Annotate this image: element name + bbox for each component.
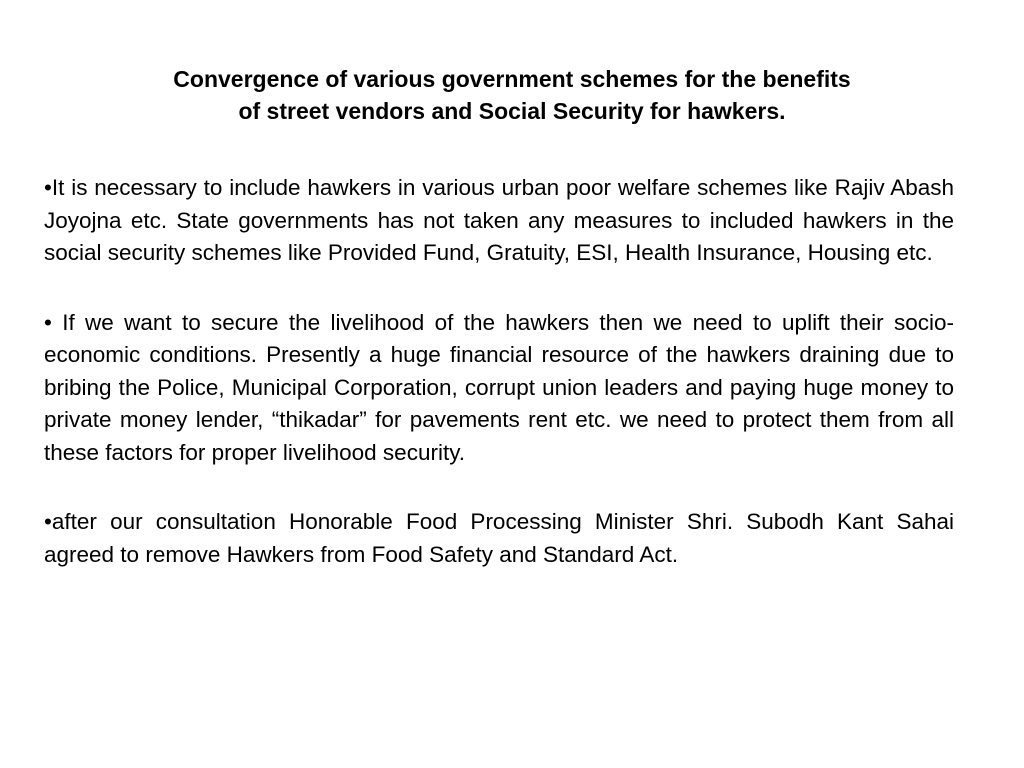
bullet-paragraph-1: •It is necessary to include hawkers in various urban poor welfare schemes like Rajiv Abash Joyojna etc. State governments has not taken any measures to included hawkers in the social security schemes like Provided Fund, Gratuity, ESI, Health Insurance, Housing etc. xyxy=(44,175,954,265)
slide-title xyxy=(40,63,984,127)
slide-body xyxy=(44,172,954,608)
bullet-paragraph-3: •after our consultation Honorable Food Processing Minister Shri. Subodh Kant Sahai agreed to remove Hawkers from Food Safety and Standard Act. xyxy=(44,509,954,567)
title-line-2: of street vendors and Social Security for hawkers. xyxy=(238,98,786,124)
title-line-1: Convergence of various government schemes for the benefits xyxy=(173,66,851,92)
bullet-paragraph-2: • If we want to secure the livelihood of the hawkers then we need to uplift their socio-economic conditions. Presently a huge financial resource of the hawkers draining due to bribing the Police, Municipal Corporation, corrupt union leaders and paying huge money to private money lender, “thikadar” for pavements rent etc. we need to protect them from all these factors for proper livelihood security. xyxy=(44,309,954,465)
